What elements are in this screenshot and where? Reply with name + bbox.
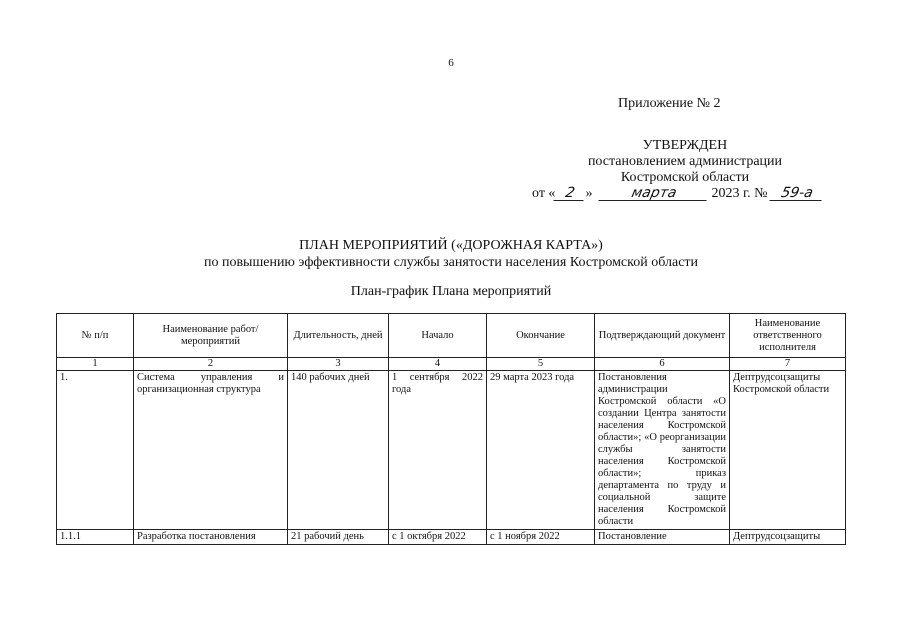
row-number-cell: 1.1.1 — [57, 530, 134, 545]
date-mid: » — [585, 186, 593, 201]
column-number-row — [57, 358, 846, 371]
document-cell: Постановление — [595, 530, 730, 545]
end-cell: 29 марта 2023 года — [487, 371, 595, 530]
table-row — [57, 371, 846, 530]
column-number: 3 — [288, 358, 389, 371]
approval-line-3: Костромской области — [620, 170, 750, 185]
approval-date-line — [532, 186, 823, 202]
activity-name-cell: Система управления и организационная структура — [134, 371, 288, 530]
handwritten-day: 2 — [554, 186, 587, 201]
column-number: 2 — [134, 358, 288, 371]
start-cell: с 1 октября 2022 — [389, 530, 487, 545]
handwritten-month: марта — [598, 186, 709, 201]
date-prefix: от « — [532, 186, 556, 201]
column-number: 6 — [595, 358, 730, 371]
plan-table — [56, 313, 846, 545]
title-line-1: ПЛАН МЕРОПРИЯТИЙ («ДОРОЖНАЯ КАРТА») — [299, 238, 603, 253]
end-cell: с 1 ноября 2022 — [487, 530, 595, 545]
row-number-cell: 1. — [57, 371, 134, 530]
header-cell: Окончание — [487, 314, 595, 358]
approval-line-2: постановлением администрации — [587, 154, 783, 169]
column-number: 5 — [487, 358, 595, 371]
executor-cell: Дептрудсоцзащиты — [730, 530, 846, 545]
approval-block — [540, 138, 830, 186]
column-number: 7 — [730, 358, 846, 371]
executor-cell: Дептрудсоцзащиты Костромской области — [730, 371, 846, 530]
header-cell: Начало — [389, 314, 487, 358]
year-text: 2023 г. № — [711, 186, 768, 201]
document-cell: Постановления администрации Костромской области «О создании Центра занятости населения Костромской области»; «О реорганизации службы занятости населения Костромской области»; приказ департамента по труду и социальной защите населения Костромской области — [595, 371, 730, 530]
duration-cell: 140 рабочих дней — [288, 371, 389, 530]
duration-cell: 21 рабочий день — [288, 530, 389, 545]
document-title — [0, 237, 902, 271]
appendix-label: Приложение № 2 — [618, 96, 721, 111]
title-line-2: по повышению эффективности службы занятости населения Костромской области — [203, 255, 699, 270]
header-cell: Длительность, дней — [288, 314, 389, 358]
activity-name-cell: Разработка постановления — [134, 530, 288, 545]
header-cell: Наименование работ/мероприятий — [134, 314, 288, 358]
handwritten-number: 59-а — [769, 186, 824, 201]
table-row — [57, 530, 846, 545]
page-number: 6 — [448, 57, 454, 69]
header-cell: № п/п — [57, 314, 134, 358]
schedule-subtitle: План-график Плана мероприятий — [350, 284, 552, 299]
table-header-row — [57, 314, 846, 358]
column-number: 4 — [389, 358, 487, 371]
approval-line-1: УТВЕРЖДЕН — [642, 138, 728, 153]
column-number: 1 — [57, 358, 134, 371]
header-cell: Наименование ответственного исполнителя — [730, 314, 846, 358]
start-cell: 1 сентября 2022 года — [389, 371, 487, 530]
header-cell: Подтверждающий документ — [595, 314, 730, 358]
